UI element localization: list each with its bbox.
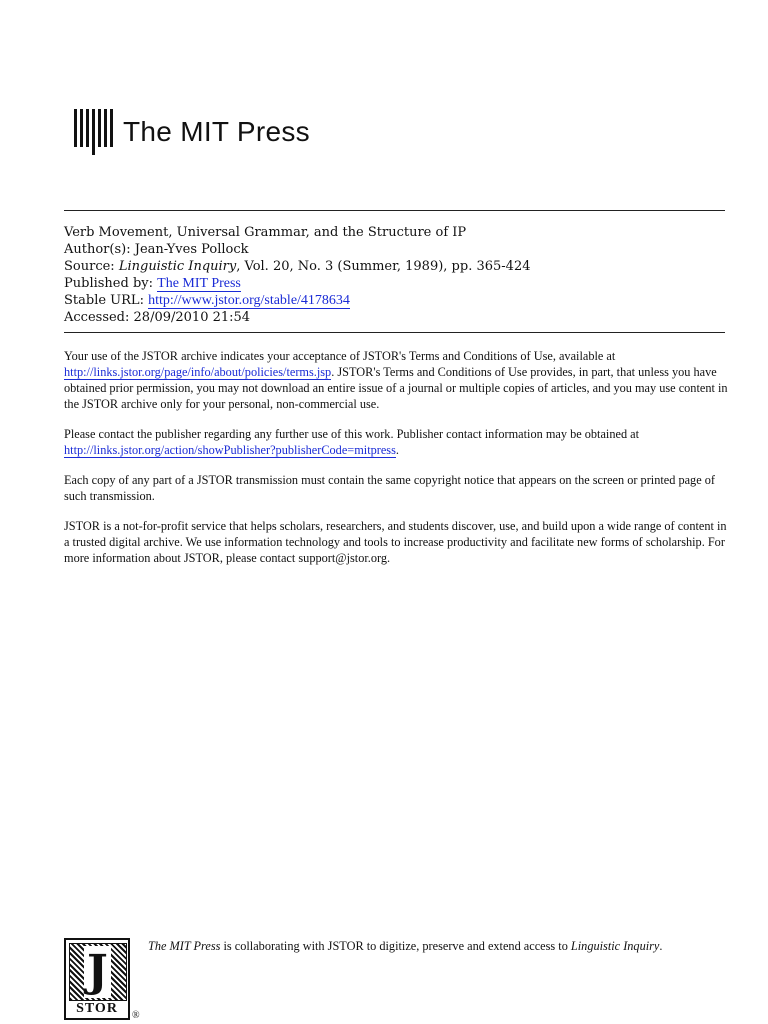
mit-press-logo-text: The MIT Press bbox=[123, 116, 310, 147]
registered-mark: ® bbox=[132, 1010, 140, 1021]
stable-url-row bbox=[64, 292, 724, 309]
footer-journal: Linguistic Inquiry bbox=[570, 939, 660, 953]
authors-row bbox=[64, 241, 724, 258]
stable-url-link[interactable]: http://www.jstor.org/stable/4178634 bbox=[148, 293, 350, 308]
published-label: Published by: bbox=[64, 276, 153, 291]
source-details: , Vol. 20, No. 3 (Summer, 1989), pp. 365-424 bbox=[236, 259, 531, 274]
terms-paragraph-2 bbox=[64, 426, 732, 458]
mit-press-bars-icon bbox=[74, 109, 113, 155]
footer-middle: is collaborating with JSTOR to digitize, preserve and extend access to bbox=[220, 939, 571, 953]
terms-paragraph-1 bbox=[64, 348, 732, 412]
publisher-link[interactable]: The MIT Press bbox=[157, 276, 241, 291]
footer-collaboration-text bbox=[148, 938, 662, 954]
source-journal: Linguistic Inquiry bbox=[118, 259, 237, 274]
terms-paragraph-3: Each copy of any part of a JSTOR transmission must contain the same copyright notice that appears on the screen or printed page of such transmission. bbox=[64, 473, 715, 503]
top-divider bbox=[64, 210, 725, 211]
source-row bbox=[64, 258, 724, 275]
jstor-logo-letter: J bbox=[84, 946, 111, 998]
citation-block bbox=[64, 224, 724, 326]
footer-publisher: The MIT Press bbox=[148, 939, 221, 953]
publisher-contact-link[interactable]: http://links.jstor.org/action/showPublisher?publisherCode=mitpress bbox=[64, 443, 396, 457]
terms-block bbox=[64, 348, 732, 580]
jstor-logo-icon bbox=[64, 938, 130, 1020]
stable-url-label: Stable URL: bbox=[64, 293, 144, 308]
jstor-logo-mark bbox=[69, 943, 127, 1001]
authors-value: Jean-Yves Pollock bbox=[134, 242, 249, 257]
authors-label: Author(s): bbox=[64, 242, 131, 257]
jstor-logo-word: STOR bbox=[76, 1001, 118, 1016]
accessed-label: Accessed: bbox=[64, 310, 130, 325]
bottom-divider bbox=[64, 332, 725, 333]
terms-paragraph-4: JSTOR is a not-for-profit service that helps scholars, researchers, and students discover, use, and build upon a wide range of content in a trusted digital archive. We use information technology and tools to increase productivity and facilitate new forms of scholarship. For more information about JSTOR, please contact support@jstor.org. bbox=[64, 519, 727, 565]
accessed-row bbox=[64, 309, 724, 326]
terms-link[interactable]: http://links.jstor.org/page/info/about/policies/terms.jsp bbox=[64, 365, 332, 379]
source-label: Source: bbox=[64, 259, 115, 274]
mit-press-logo bbox=[74, 106, 310, 158]
footer bbox=[64, 938, 724, 1024]
accessed-value: 28/09/2010 21:54 bbox=[133, 310, 251, 325]
terms-p2-rest: . bbox=[395, 443, 399, 457]
footer-end: . bbox=[659, 939, 663, 953]
terms-p1-rest: . JSTOR's Terms and Conditions of Use provides, in part, that unless you have obtained prior permission, you may not download an entire issue of a journal or multiple copies of articles, and you may use content in the JSTOR archive only for your personal, non-commercial use. bbox=[64, 365, 728, 411]
terms-p1-text: Your use of the JSTOR archive indicates your acceptance of JSTOR's Terms and Conditions of Use, available at bbox=[64, 349, 616, 363]
terms-p2-text: Please contact the publisher regarding any further use of this work. Publisher contact information may be obtained at bbox=[64, 427, 640, 441]
article-title: Verb Movement, Universal Grammar, and the Structure of IP bbox=[64, 225, 467, 240]
published-row bbox=[64, 275, 724, 292]
